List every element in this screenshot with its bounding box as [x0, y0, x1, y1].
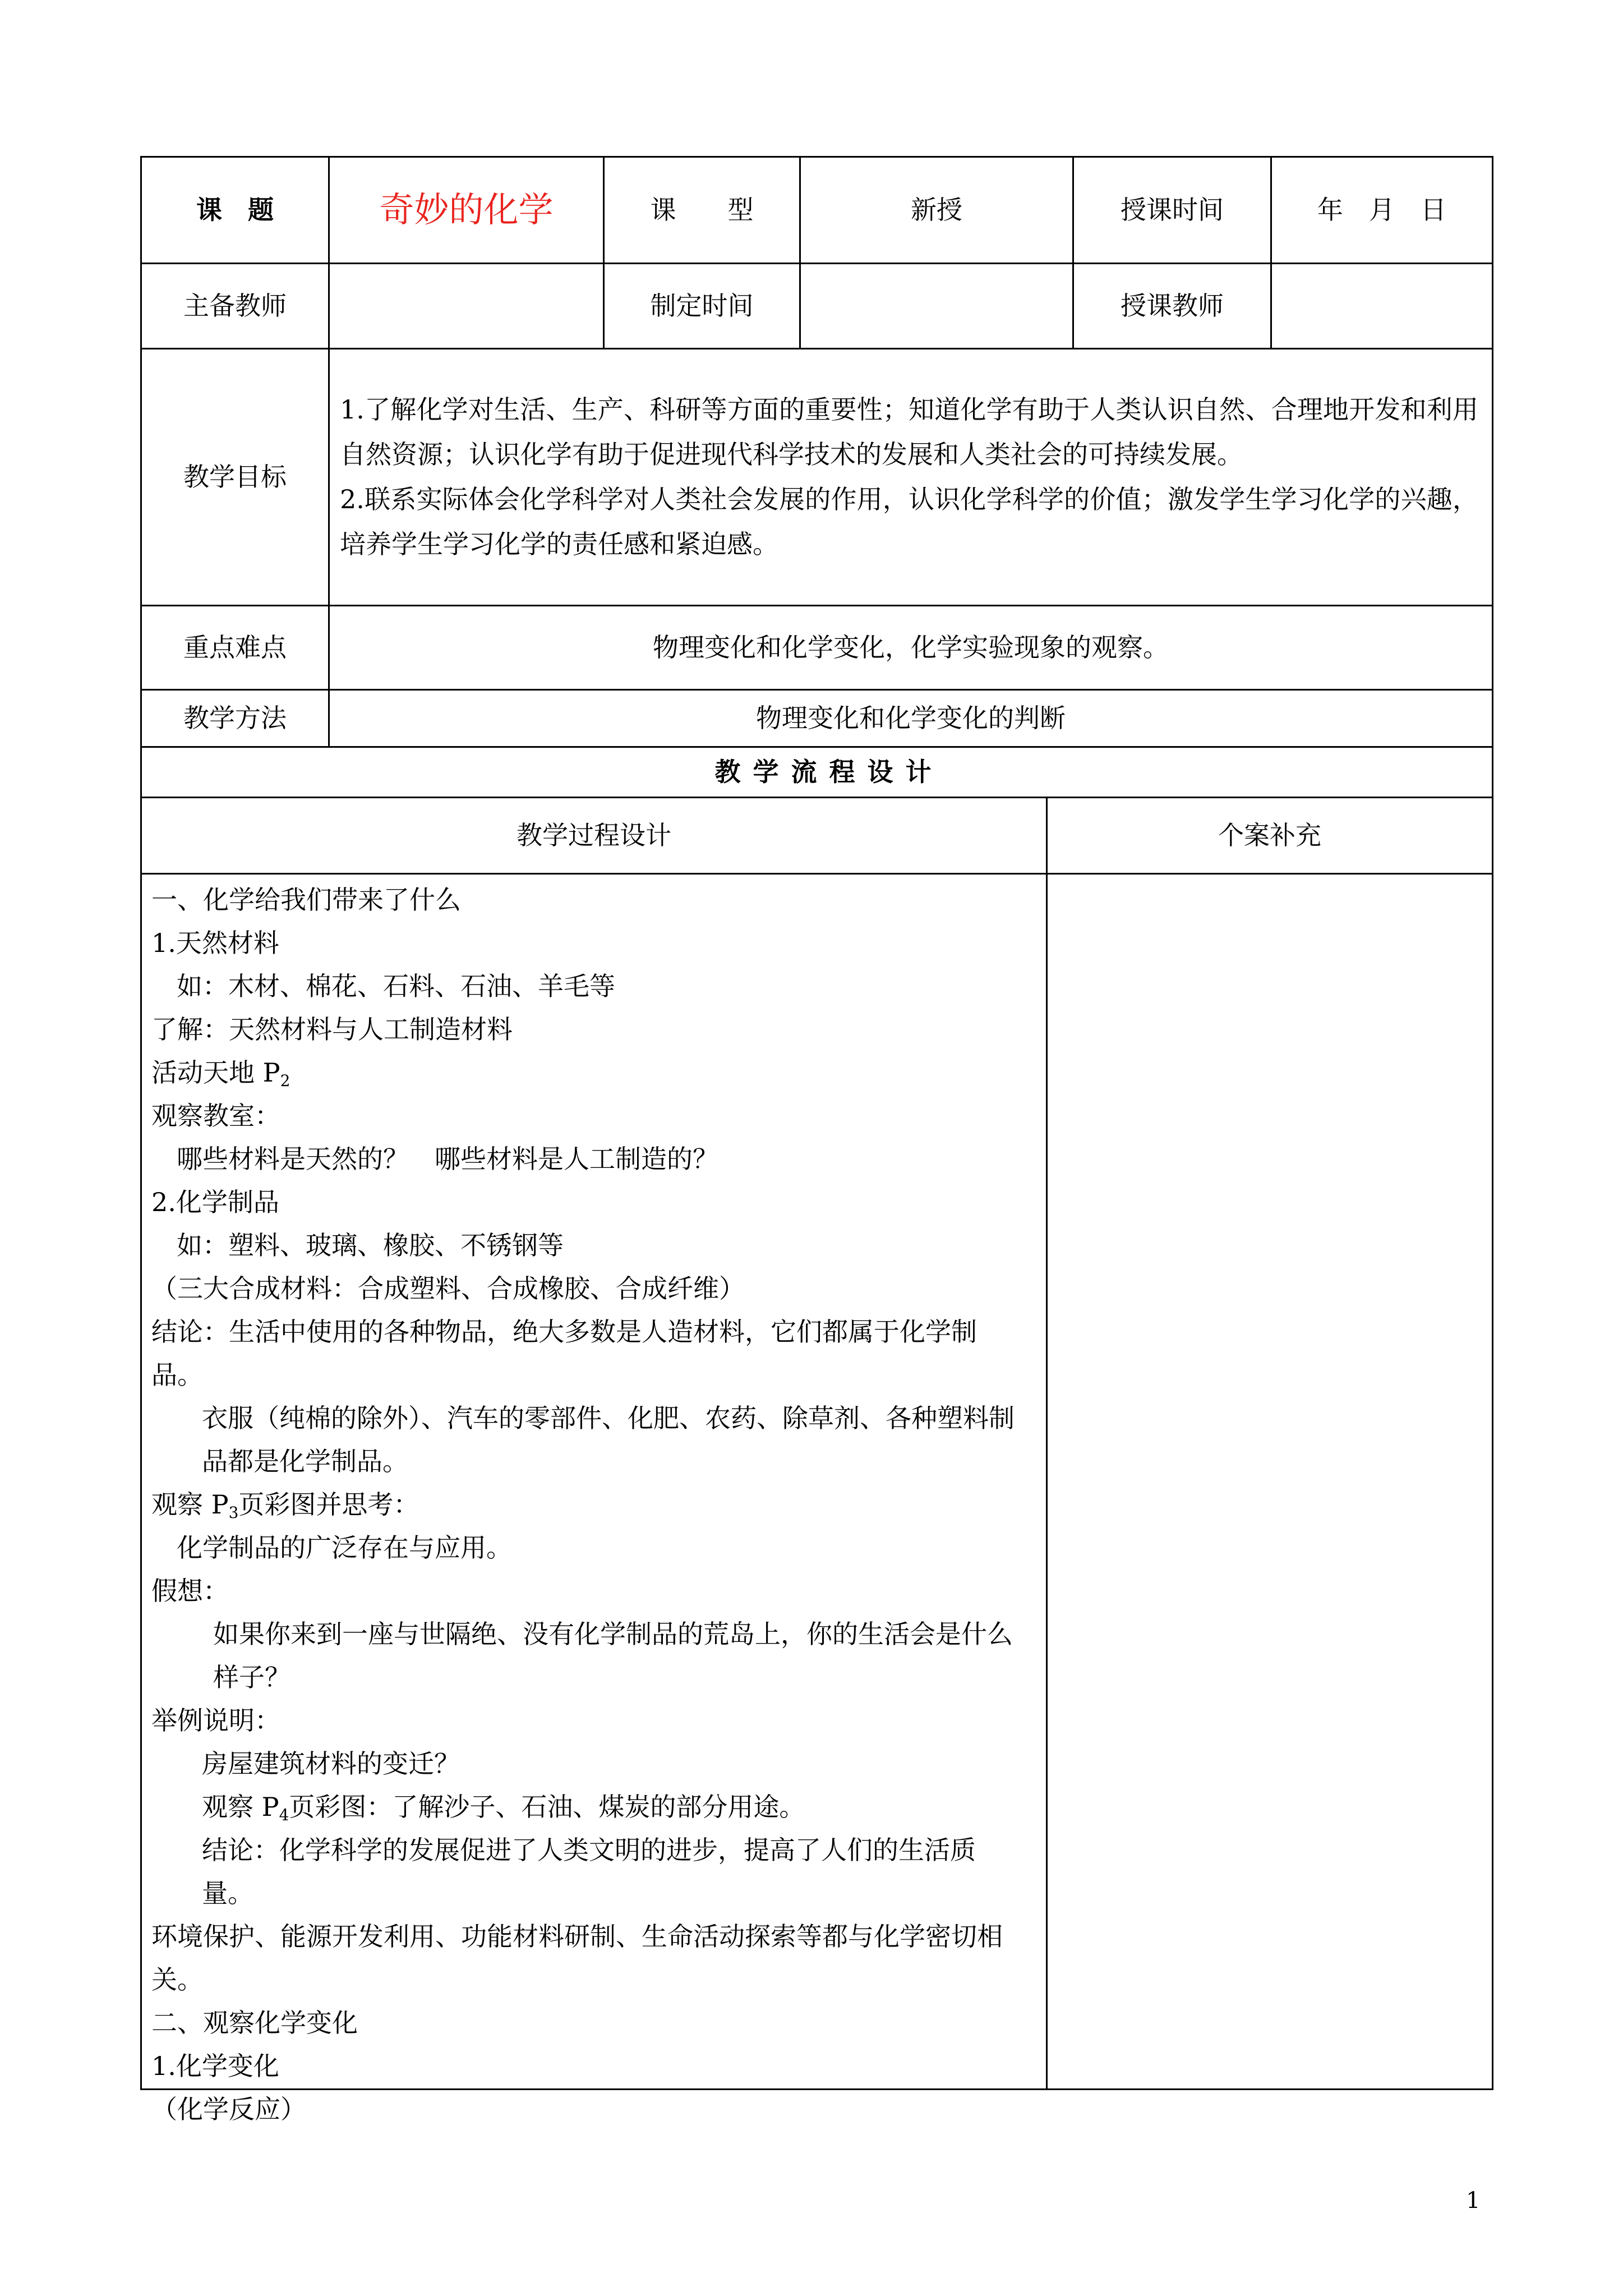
objective-1: 1.了解化学对生活、生产、科研等方面的重要性；知道化学有助于人类认识自然、合理地开发和利用自然资源；认识化学有助于促进现代科学技术的发展和人类社会的可持续发展。: [340, 394, 1478, 470]
table-border: [140, 873, 1493, 875]
process-line: （三大合成材料：合成塑料、合成橡胶、合成纤维）: [151, 1273, 745, 1304]
topic-value: 奇妙的化学: [379, 189, 554, 231]
process-line: 如：木材、棉花、石料、石油、羊毛等: [177, 971, 615, 1001]
type-label: 课 型: [650, 194, 754, 225]
objectives-text: [340, 387, 1478, 567]
process-line: 二、观察化学变化: [151, 2008, 358, 2038]
lead-teacher-value: [330, 264, 603, 348]
method-label: 教学方法: [183, 702, 287, 733]
class-time-label: 授课时间: [1121, 194, 1224, 225]
supplement-column-header: 个案补充: [1218, 820, 1321, 850]
method-value: 物理变化和化学变化的判断: [756, 702, 1066, 733]
date-field: 年 月 日: [1317, 194, 1446, 225]
process-line: 假想：: [151, 1576, 229, 1606]
process-line: 活动天地 $P_2$: [151, 1057, 291, 1090]
process-line: 如果你来到一座与世隔绝、没有化学制品的荒岛上，你的生活会是什么样子？: [213, 1619, 1013, 1692]
made-time-label: 制定时间: [650, 290, 754, 321]
process-line: 一、化学给我们带来了什么: [151, 885, 461, 915]
process-line: （化学反应）: [151, 2094, 306, 2124]
process-line: 结论：化学科学的发展促进了人类文明的进步，提高了人们的生活质量。: [202, 1835, 976, 1908]
objectives-label: 教学目标: [183, 461, 287, 492]
process-line: 1.天然材料: [151, 928, 279, 958]
made-time-value: [801, 264, 1072, 348]
process-line: 衣服（纯棉的除外）、汽车的零部件、化肥、农药、除草剂、各种塑料制品都是化学制品。: [202, 1403, 1015, 1476]
process-line: 如：塑料、玻璃、橡胶、不锈钢等: [177, 1230, 564, 1260]
topic-label: 课 题: [196, 194, 274, 225]
process-column-header: 教学过程设计: [517, 820, 671, 850]
teacher-label: 授课教师: [1121, 290, 1224, 321]
process-content: [151, 878, 1026, 2131]
process-line: 化学制品的广泛存在与应用。: [177, 1533, 512, 1563]
table-border: [140, 348, 1493, 349]
table-border: [1492, 156, 1493, 2090]
flow-title: 教学流程设计: [714, 756, 944, 787]
table-border: [1046, 797, 1048, 2090]
key-points-value: 物理变化和化学变化，化学实验现象的观察。: [653, 632, 1169, 662]
page-number: 1: [1466, 2188, 1481, 2214]
process-line: 观察 $P_4$页彩图：了解沙子、石油、煤炭的部分用途。: [202, 1792, 805, 1824]
lead-teacher-label: 主备教师: [183, 290, 287, 321]
process-line: 观察 $P_3$页彩图并思考：: [151, 1489, 419, 1522]
process-line: 2.化学制品: [151, 1187, 279, 1217]
type-value: 新授: [911, 194, 962, 225]
process-line: 举例说明：: [151, 1705, 280, 1736]
process-line: 哪些材料是天然的？ 哪些材料是人工制造的？: [177, 1144, 718, 1174]
teacher-value: [1272, 264, 1492, 348]
process-line: 结论：生活中使用的各种物品，绝大多数是人造材料，它们都属于化学制品。: [151, 1317, 977, 1390]
objective-2: 2.联系实际体会化学科学对人类社会发展的作用，认识化学科学的价值；激发学生学习化学的兴趣，培养学生学习化学的责任感和紧迫感。: [340, 484, 1478, 559]
process-line: 1.化学变化: [151, 2051, 279, 2081]
process-line: 房屋建筑材料的变迁？: [202, 1749, 460, 1779]
key-points-label: 重点难点: [183, 632, 287, 662]
process-line: 观察教室：: [151, 1101, 280, 1131]
process-line: 环境保护、能源开发利用、功能材料研制、生命活动探索等都与化学密切相关。: [151, 1921, 1003, 1995]
process-line: 了解：天然材料与人工制造材料: [151, 1014, 513, 1045]
